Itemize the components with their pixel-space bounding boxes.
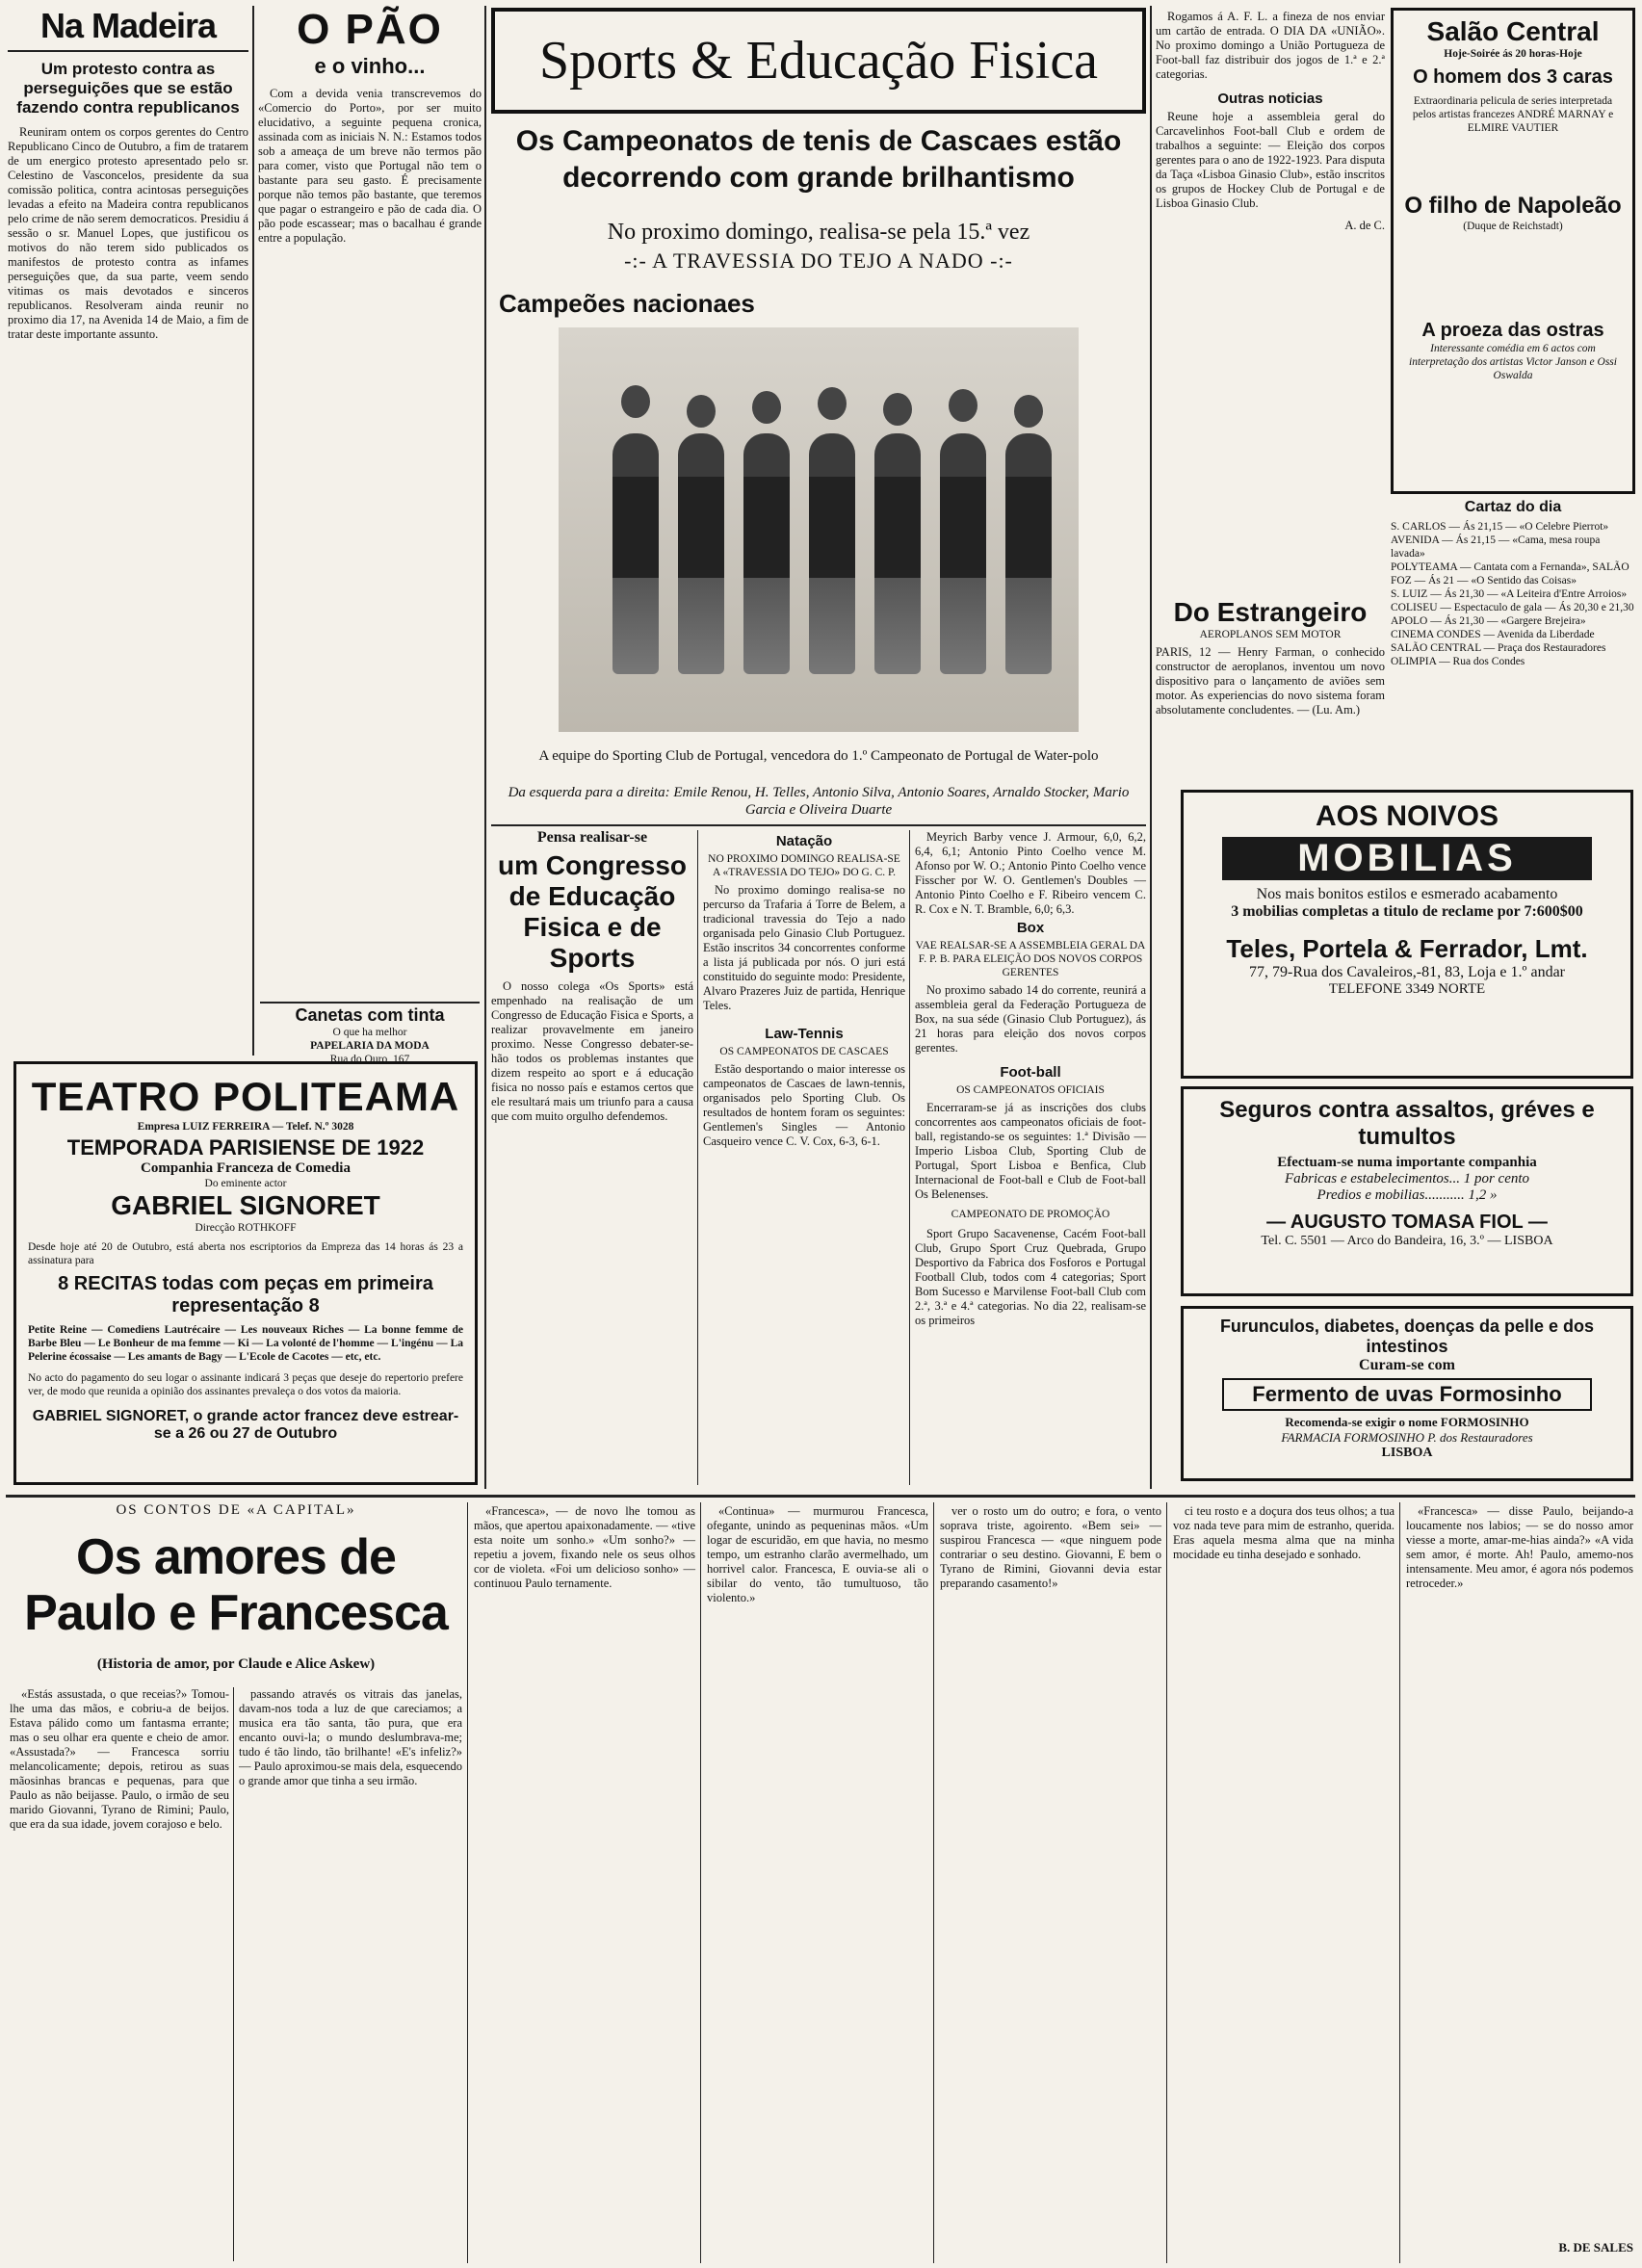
- fermento-ad: [1181, 1306, 1633, 1481]
- pao-subtitle: e o vinho...: [314, 54, 426, 78]
- sports-caption2: Da esquerda para a direita: Emile Renou, H. Telles, Antonio Silva, Antonio Soares, Arnaldo Stocker, Mario Garcia e Oliveira Duarte: [508, 785, 1130, 818]
- politeama-recitas: 8 RECITAS todas com peças em primeira representação 8: [58, 1273, 433, 1316]
- politeama-estreia: GABRIEL SIGNORET, o grande actor francez deve estrear-se a 26 ou 27 de Outubro: [32, 1408, 459, 1442]
- mobilias-line1: Nos mais bonitos estilos e esmerado acabamento: [1256, 886, 1558, 902]
- sports-caption1: A equipe do Sporting Club de Portugal, vencedora do 1.º Campeonato de Portugal de Water-polo: [538, 748, 1099, 764]
- salao-film2-sub: (Duque de Reichstadt): [1463, 221, 1563, 232]
- salao-film2: O filho de Napoleão: [1404, 193, 1622, 219]
- canetas-line2: PAPELARIA DA MODA: [310, 1040, 430, 1052]
- estrangeiro-article: [1156, 597, 1385, 780]
- football-body: Encerraram-se já as inscrições dos clubs concorrentes aos campeonatos oficiais de foot-ball, registando-se os seguintes: 1.ª Divisão — Imperio Lisboa Club, Sporting Club de Portugal, Sport Lisboa e Benfica, Club Internacional de Foot-ball e Club de Foot-ball Os Belenenses.: [915, 1101, 1146, 1201]
- madeira-article: [8, 6, 248, 1051]
- mobilias-line2: 3 mobilias completas a titulo de reclame por 7:600$00: [1231, 903, 1583, 920]
- madeira-body-text: Reuniram ontem os corpos gerentes do Centro Republicano Cinco de Outubro, a fim de tratarem de um energico protesto apresentado pelo sr. Celestino de Vasconcelos, presidente da sua comissão politica, contra acintosas perseguições levadas a efeito na Madeira contra republicanos pelo crime de não serem democraticos. Presidiu á sessão o sr. Manuel Lopes, que justificou os motivos do não terem sido publicados os manifestos de protesto contra as infames perseguições que, da sua parte, veem sendo vitimas os mais devotados e sinceros republicanos. Resolveram ainda reunir no proximo dia 17, na Avenida 14 de Maio, a fim de tratar deste importante assunto.: [8, 125, 248, 341]
- col3-body: Meyrich Barby vence J. Armour, 6,0, 6,2, 6,4, 6,1; Antonio Pinto Coelho vence M. Afonso por W. O.; Antonio Pinto Coelho vence Fisscher por W. O. Gentlemen's Doubles — Antonio Pinto Coelho e F. Ribeiro vencem C. R. Cox e N. T. Bramble, 6,0; 6,3.: [915, 830, 1146, 916]
- fermento-title: Furunculos, diabetes, doenças da pelle e dos intestinos: [1219, 1316, 1595, 1356]
- swimmer-head: [1014, 395, 1043, 428]
- outras-body: Reune hoje a assembleia geral do Carcavelinhos Foot-ball Club e ordem de trabalhos a seguinte: — Eleição dos corpos gerentes para o ano de 1922-1923. Para disputa da Taça «Lisboa Ginasio Club», estão inscritos os grupos de Hockey Club de Portugal e de Lisboa Ginasio Club.: [1156, 110, 1385, 210]
- pao-article: [258, 6, 482, 969]
- politeama-nota: No acto do pagamento do seu logar o assinante indicará 3 peças que deseje do repertorio prefere ver, de modo que reunida a opinião dos assinantes prevaleça o dos votos da maioria.: [28, 1372, 463, 1397]
- contos-sub: (Historia de amor, por Claude e Alice Askew): [96, 1656, 376, 1672]
- fermento-sub: Curam-se com: [1359, 1357, 1455, 1373]
- madeira-title: Na Madeira: [8, 6, 248, 52]
- politeama-temporada: TEMPORADA PARISIENSE DE 1922: [66, 1135, 425, 1160]
- pao-body: [258, 87, 482, 246]
- salao-film1: O homem dos 3 caras: [1413, 66, 1613, 88]
- sports-signature: A. de C.: [1344, 219, 1385, 232]
- box-column: [915, 830, 1146, 1485]
- politeama-direccao: Direcção ROTHKOFF: [195, 1222, 297, 1234]
- natacao-column: [703, 830, 905, 1485]
- swimmer-head: [621, 385, 650, 418]
- seguros-agent: — AUGUSTO TOMASA FIOL —: [1266, 1212, 1548, 1233]
- cartaz-line: POLYTEAMA — Cantata com a Fernanda», SALÃO FOZ — Ás 21 — «O Sentido das Coisas»: [1391, 561, 1629, 587]
- congresso-title: um Congresso de Educação Fisica e de Sports: [497, 850, 688, 973]
- conto-col2: [239, 1687, 462, 2261]
- politeama-do-eminente: Do eminente actor: [204, 1178, 287, 1189]
- column-rule: [933, 1502, 934, 2263]
- estrangeiro-sub: AEROPLANOS SEM MOTOR: [1199, 629, 1342, 640]
- swimmer: [940, 433, 986, 674]
- conto-col5: [940, 1504, 1161, 2261]
- box-sub: VAE REALSAR-SE A ASSEMBLEIA GERAL DA F. P. B. PARA ELEIÇÃO DOS NOVOS CORPOS GERENTES: [915, 940, 1146, 978]
- conto-text: ci teu rosto e a doçura dos teus olhos; a tua voz nada teve para mim de estranho, querida. Eras aquela mesma alma que na minha mocidade eu tinha desejado e sonhado.: [1173, 1504, 1394, 1561]
- cartaz-line: OLIMPIA — Rua dos Condes: [1391, 656, 1525, 667]
- sports-subhead2: -:- A TRAVESSIA DO TEJO A NADO -:-: [624, 248, 1013, 273]
- sports-headline: Os Campeonatos de tenis de Cascaes estão decorrendo com grande brilhantismo: [515, 125, 1122, 194]
- lawtennis-sub: OS CAMPEONATOS DE CASCAES: [719, 1046, 889, 1057]
- politeama-ad: [13, 1061, 478, 1485]
- mobilias-title1: AOS NOIVOS: [1315, 800, 1499, 832]
- seguros-line2: Fabricas e estabelecimentos... 1 por cento: [1284, 1171, 1530, 1186]
- conto-col6: [1173, 1504, 1394, 2261]
- cartaz-line: AVENIDA — Ás 21,15 — «Cama, mesa roupa lavada»: [1391, 534, 1601, 560]
- seguros-ad: [1181, 1086, 1633, 1296]
- swimmer-head: [752, 391, 781, 424]
- column-rule: [1150, 6, 1152, 1489]
- politeama-desde: Desde hoje até 20 de Outubro, está aberta nos escriptorios da Empreza das 14 horas ás 23 a assinatura para: [28, 1241, 463, 1266]
- natacao-body: No proximo domingo realisa-se no percurso da Trafaria á Torre de Belem, a tradicional travessia do Tejo a nado organisada pelo Ginasio Club Portuguez. Estão inscritos 34 concorrentes conforme a lista já publicada por nós. O juri está constituido do seguinte modo: Presidente, Alvaro Prazeres Juiz de partida, Henrique Teles.: [703, 883, 905, 1012]
- cartaz-line: COLISEU — Espectaculo de gala — Ás 20,30 e 21,30: [1391, 602, 1634, 613]
- pao-body-text: Com a devida venia transcrevemos do «Comercio do Porto», por ser muito elucidativo, a seguinte pequena cronica, assinada com as iniciais N. N.: Estamos todos sob a ameaça de um breve não termos pão para comer, visto que Portugal não tem o bastante para seu gasto. É precisamente porque não temos pão bastante, que teremos que pagar o estrangeiro e pão de cada dia. O pão pode escassear; mas o bacalhau é grande entre a população.: [258, 87, 482, 245]
- cartaz-line: APOLO — Ás 21,30 — «Gargere Brejeira»: [1391, 615, 1586, 627]
- box-body: No proximo sabado 14 do corrente, reunirá a assembleia geral da Federação Portugueza de Box, na sua séde (Ginasio Club Portuguez), ás 21 horas para eleição dos novos corpos gerentes.: [915, 983, 1146, 1055]
- fermento-line2: FARMACIA FORMOSINHO P. dos Restauradores: [1281, 1430, 1533, 1445]
- column-rule: [697, 830, 698, 1485]
- lawtennis-title: Law-Tennis: [765, 1026, 844, 1042]
- politeama-repertorio: Petite Reine — Comediens Lautrécaire — Les nouveaux Riches — La bonne femme de Barbe Bleu — Le Bonheur de ma femme — Ki — La volonté de l'homme — L'ingénu — La Pelerine écossaise — Les amants de Bagy — L'Ecole de Cacotes — etc, etc.: [28, 1324, 463, 1363]
- swimmer: [678, 433, 724, 674]
- natacao-sub: NO PROXIMO DOMINGO REALISA-SE A «TRAVESSIA DO TEJO» DO G. C. P.: [708, 853, 900, 878]
- conto-text: passando através os vitrais das janelas, davam-nos toda a luz de que careciamos; a musica era tão santa, tão pura, que era encanto ouvi-la; o mundo deslumbrava-me; tudo é tão lindo, tão brilhante! «E's infeliz?» — Paulo aproximou-se mais dela, esquecendo o grande amor que tinha a seu irmão.: [239, 1687, 462, 1787]
- swimmer-head: [949, 389, 977, 422]
- swimmer: [874, 433, 921, 674]
- congresso-column: [491, 830, 693, 1485]
- cartaz-line: CINEMA CONDES — Avenida da Liberdade: [1391, 629, 1595, 640]
- salao-film3: A proeza das ostras: [1421, 320, 1604, 341]
- column-rule: [233, 1687, 234, 2261]
- cartaz-line: S. LUIZ — Ás 21,30 — «A Leiteira d'Entre Arroios»: [1391, 588, 1628, 600]
- sports-right-column: [1156, 10, 1385, 626]
- column-rule: [484, 6, 486, 1489]
- column-rule: [467, 1502, 468, 2263]
- swimmer: [743, 433, 790, 674]
- politeama-title: TEATRO POLITEAMA: [31, 1074, 460, 1119]
- column-rule: [1399, 1502, 1400, 2263]
- canetas-line1: O que ha melhor: [332, 1027, 407, 1038]
- cartaz-section: [1391, 499, 1635, 788]
- mobilias-ad: [1181, 790, 1633, 1079]
- cartaz-line: SALÃO CENTRAL — Praça dos Restauradores: [1391, 642, 1606, 654]
- sports-subhead1: No proximo domingo, realisa-se pela 15.ª vez: [607, 220, 1030, 245]
- swimmer: [1005, 433, 1052, 674]
- swimmer: [809, 433, 855, 674]
- salao-film1-desc: Extraordinaria pelicula de series interpretada pelos artistas francezes ANDRÉ MARNAY e ELMIRE VAUTIER: [1412, 95, 1614, 134]
- sports-right-body: Rogamos á A. F. L. a fineza de nos enviar um cartão de entrada. O DIA DA «UNIÃO». No proximo domingo a União Portugueza de Foot-ball faz distribuir dos jogos de 1.ª e 2.ª categorias.: [1156, 10, 1385, 81]
- mobilias-address: 77, 79-Rua dos Cavaleiros,-81, 83, Loja e 1.º andar: [1249, 964, 1565, 980]
- column-rule: [1166, 1502, 1167, 2263]
- conto-text: «Francesca», — de novo lhe tomou as mãos, que apertou apaixonadamente. — «tive esta noite um sonho.» «Um sonho?» — repetiu a jovem, fixando nele os seus olhos cor de violeta. «Foi um delicioso sonho» — continuou Paulo ternamente.: [474, 1504, 695, 1590]
- conto-col1: [10, 1687, 229, 2261]
- football-sub: OS CAMPEONATOS OFICIAIS: [956, 1084, 1105, 1096]
- sports-banner: [491, 8, 1146, 114]
- conto-col3: [474, 1504, 695, 2261]
- cartaz-title: Cartaz do dia: [1464, 499, 1562, 515]
- canetas-title: Canetas com tinta: [295, 1005, 445, 1025]
- contos-title: Os amores de Paulo e Francesca: [24, 1529, 448, 1641]
- promocao-title: CAMPEONATO DE PROMOÇÃO: [951, 1209, 1110, 1220]
- conto-col7: [1406, 1504, 1633, 2236]
- sports-photo-title: Campeões nacionaes: [499, 289, 755, 318]
- madeira-body: [8, 125, 248, 342]
- football-title: Foot-ball: [1000, 1064, 1061, 1081]
- sports-title: Sports & Educação Fisica: [538, 31, 1099, 91]
- salao-hours: Hoje-Soirée ás 20 horas-Hoje: [1444, 48, 1582, 60]
- swimmer-head: [687, 395, 716, 428]
- cartaz-line: S. CARLOS — Ás 21,15 — «O Celebre Pierrot»: [1391, 521, 1609, 533]
- section-rule: [6, 1495, 1635, 1498]
- promocao-body: Sport Grupo Sacavenense, Cacém Foot-ball Club, Grupo Sport Cruz Quebrada, Grupo Desportivo da Fabrica dos Fosforos e Portugal Football Club, todos com 4 categorias; Sport Bom Sucesso e Marvilense Foot-ball Club com 2.ª, 3.ª e 4.ª categorias. No dia 22, realisam-se os primeiros: [915, 1227, 1146, 1327]
- outras-title: Outras noticias: [1217, 91, 1323, 107]
- natacao-title: Natação: [775, 833, 833, 849]
- column-rule: [700, 1502, 701, 2263]
- salao-film3-desc: Interessante comédia em 6 actos com interpretação dos artistas Victor Janson e Ossi Oswalda: [1409, 343, 1617, 381]
- politeama-empresa: Empresa LUIZ FERREIRA — Telef. N.º 3028: [137, 1121, 354, 1133]
- estrangeiro-body: PARIS, 12 — Henry Farman, o conhecido constructor de aeroplanos, inventou um novo dispositivo para o lançamento de aviões sem motor. As experiencias do novo sistema foram absolutamente concludentes. — (Lu. Am.): [1156, 645, 1385, 717]
- swimmer: [612, 433, 659, 674]
- section-rule: [491, 824, 1146, 826]
- seguros-address: Tel. C. 5501 — Arco do Bandeira, 16, 3.º — LISBOA: [1261, 1234, 1553, 1248]
- fermento-city: LISBOA: [1381, 1446, 1433, 1460]
- swimmer-head: [883, 393, 912, 426]
- contos-kicker: OS CONTOS DE «A CAPITAL»: [116, 1502, 356, 1518]
- seguros-title: Seguros contra assaltos, gréves e tumultos: [1219, 1097, 1595, 1150]
- box-title: Box: [1016, 920, 1045, 936]
- conto-text: ver o rosto um do outro; e fora, o vento soprava triste, agoirento. «Bem sei» — suspirou Francesca — «que ninguem pode contrariar o seu destino. Giovanni, E bem o Tyrano de Rimini, Giovanni devia estar preparando casamento!»: [940, 1504, 1161, 1590]
- politeama-companhia: Companhia Franceza de Comedia: [141, 1160, 351, 1176]
- politeama-actor: GABRIEL SIGNORET: [111, 1190, 380, 1220]
- column-rule: [252, 6, 254, 1056]
- seguros-line1: Efectuam-se numa importante companhia: [1277, 1155, 1537, 1170]
- estrangeiro-title: Do Estrangeiro: [1173, 597, 1368, 627]
- conto-col4: [707, 1504, 928, 2261]
- column-rule: [909, 830, 910, 1485]
- salao-central-ad: [1391, 8, 1635, 494]
- fermento-product: Fermento de uvas Formosinho: [1222, 1378, 1592, 1411]
- madeira-subtitle: Um protesto contra as perseguições que se estão fazendo contra republicanos: [16, 60, 240, 117]
- mobilias-title2: MOBILIAS: [1222, 837, 1592, 880]
- salao-title: Salão Central: [1426, 16, 1600, 46]
- conto-text: «Francesca» — disse Paulo, beijando-a loucamente nos labios; — se do nosso amor viesse a morte, amar-me-hias ainda?» «A vida sem amor, é morte. Ah! Paulo, amemo-nos intensamente. Meu amor, é agora nós podemos retroceder.»: [1406, 1504, 1633, 1590]
- fermento-line1: Recomenda-se exigir o nome FORMOSINHO: [1285, 1415, 1529, 1429]
- mobilias-phone: TELEFONE 3349 NORTE: [1328, 981, 1486, 997]
- congresso-body: O nosso colega «Os Sports» está empenhado na realisação de um Congresso de Educação Fisica e Sports, a realizar provavelmente em janeiro proximo. Nesse Congresso debater-se-hão todos os problemas instantes que dizem respeito ao sport e á educação fisica no nosso país e estamos certos que ele resultará mais um triunfo para a causa que com muito orgulho defendemos.: [491, 979, 693, 1123]
- canetas-line3: Rua do Ouro, 167: [329, 1054, 410, 1065]
- waterpolo-team-photo: [559, 327, 1079, 732]
- conto-author: B. DE SALES: [1558, 2240, 1633, 2255]
- lawtennis-body: Estão desportando o maior interesse os campeonatos de Cascaes de lawn-tennis, organisados pelo Sporting Club. Os resultados de hontem foram os seguintes: Gentlemen's Singles — Antonio Casqueiro vence C. V. Cox, 6-3, 6-1.: [703, 1062, 905, 1148]
- conto-text: «Continua» — murmurou Francesca, ofegante, unindo as pequeninas mãos. «Um logar de escuridão, em que havia, no mesmo tempo, um estranho clarão avermelhado, um horrivel calor. Francesca, E ouvia-se ali o sibilar do vento, tão tumultuoso, tão violento.»: [707, 1504, 928, 1604]
- congresso-kicker: Pensa realisar-se: [536, 829, 648, 846]
- pao-title: O PÃO: [297, 6, 443, 53]
- mobilias-firm: Teles, Portela & Ferrador, Lmt.: [1226, 934, 1588, 963]
- seguros-line3: Predios e mobilias........... 1,2 »: [1316, 1187, 1498, 1203]
- canetas-ad: [260, 1002, 480, 1065]
- swimmer-head: [818, 387, 847, 420]
- conto-text: «Estás assustada, o que receias?» Tomou-lhe uma das mãos, e cobriu-a de beijos. Estava pálido como um fantasma errante; mas o seu olhar era quente e cheio de amor. «Assustada?» — Francesca sorriu melancolicamente; depois, retirou as suas mãosinhas brancas e pequenas, para que Paulo as não beijasse. Paulo, o irmão de seu marido Giovanni, Tyrano de Rimini; Paulo, que era da sua idade, jovem corajoso e belo.: [10, 1687, 229, 1831]
